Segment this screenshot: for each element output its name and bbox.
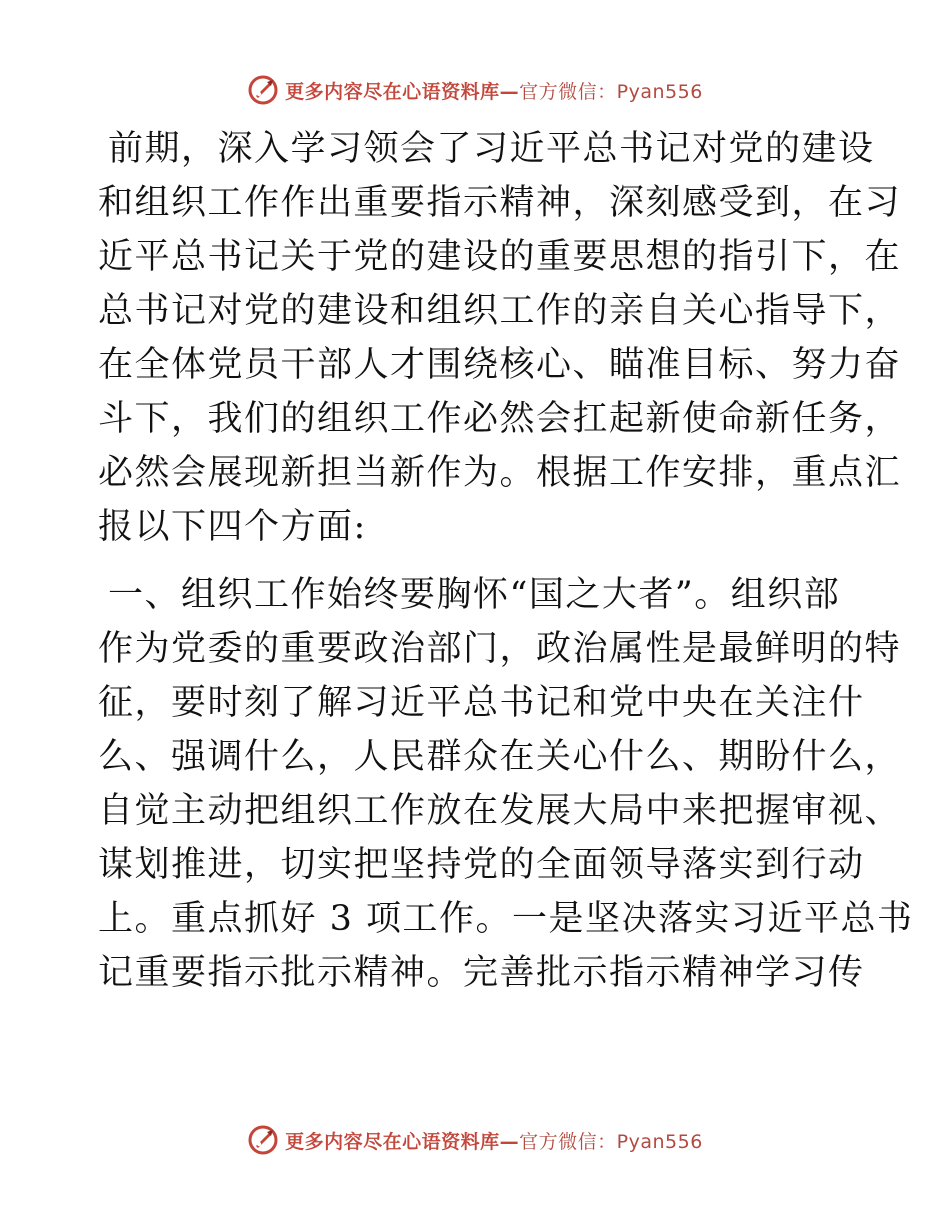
text-line: 在全体党员干部人才围绕核心、瞄准目标、努力奋 <box>98 345 902 385</box>
banner-separator: — <box>499 80 520 103</box>
text-line: 必然会展现新担当新作为。根据工作安排，重点汇 <box>98 453 902 493</box>
text-line: 记重要指示批示精神。完善批示指示精神学习传 <box>98 953 865 993</box>
text-line: 自觉主动把组织工作放在发展大局中来把握审视、 <box>98 791 902 831</box>
header-banner <box>0 70 950 110</box>
text-line: 斗下，我们的组织工作必然会扛起新使命新任务， <box>98 399 902 439</box>
banner-main-text: 更多内容尽在心语资料库 <box>285 80 500 103</box>
text-line: 前期，深入学习领会了习近平总书记对党的建设 <box>108 129 875 169</box>
banner-wechat-text: 官方微信：Pyan556 <box>519 1130 703 1153</box>
text-line: 作为党委的重要政治部门，政治属性是最鲜明的特 <box>98 629 902 669</box>
banner-wechat-text: 官方微信：Pyan556 <box>519 80 703 103</box>
text-line: 和组织工作作出重要指示精神，深刻感受到，在习 <box>98 183 902 223</box>
banner-text <box>285 77 703 104</box>
document-body <box>98 122 914 1014</box>
text-line: 一、组织工作始终要胸怀“国之大者”。组织部 <box>108 575 841 615</box>
banner-separator: — <box>499 1130 520 1153</box>
text-line: 总书记对党的建设和组织工作的亲自关心指导下， <box>98 291 902 331</box>
quill-seal-icon <box>247 1124 279 1156</box>
text-line: 谋划推进，切实把坚持党的全面领导落实到行动 <box>98 845 865 885</box>
banner-text <box>285 1127 703 1154</box>
paragraph-1 <box>98 122 902 554</box>
banner-main-text: 更多内容尽在心语资料库 <box>285 1130 500 1153</box>
paragraph-2 <box>98 568 914 1000</box>
text-line: 报以下四个方面: <box>98 507 367 547</box>
text-line: 上。重点抓好 3 项工作。一是坚决落实习近平总书 <box>98 899 914 939</box>
text-line: 征，要时刻了解习近平总书记和党中央在关注什 <box>98 683 865 723</box>
footer-banner <box>0 1120 950 1160</box>
text-line: 近平总书记关于党的建设的重要思想的指引下，在 <box>98 237 902 277</box>
quill-seal-icon <box>247 74 279 106</box>
text-line: 么、强调什么，人民群众在关心什么、期盼什么， <box>98 737 902 777</box>
